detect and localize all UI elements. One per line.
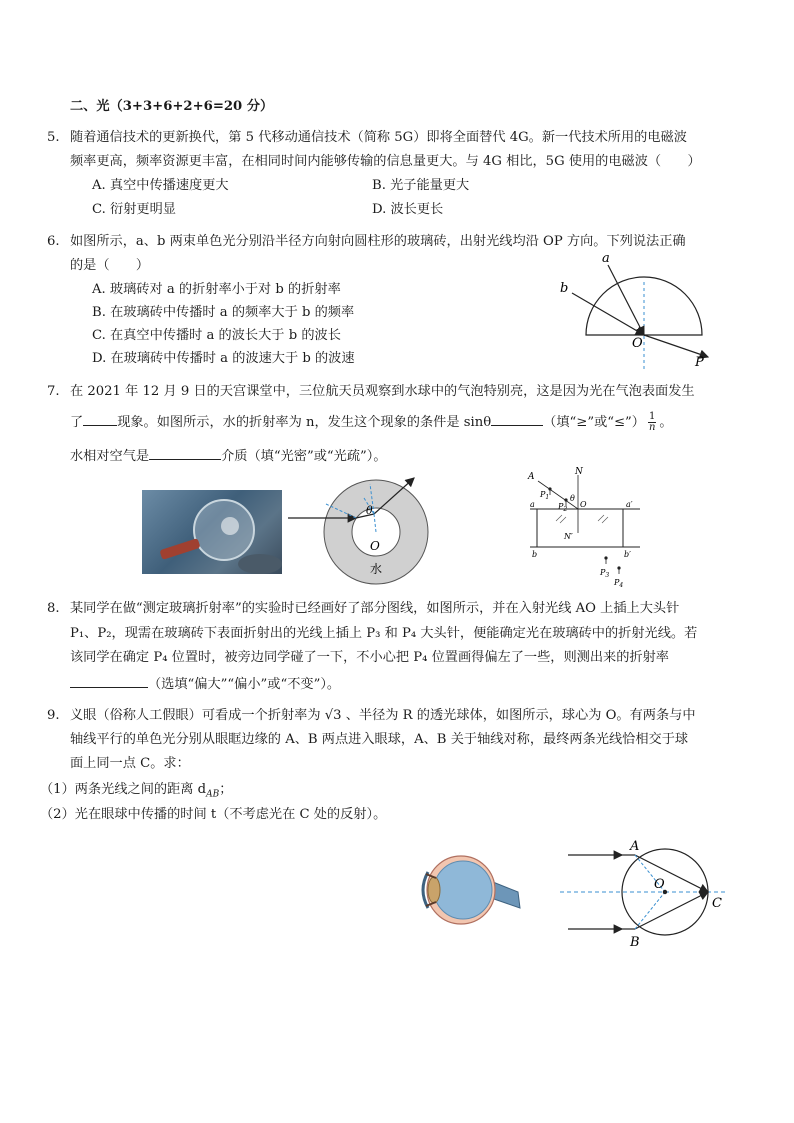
q7-blank-3[interactable] [149, 445, 221, 460]
q7-fraction-denominator: n [648, 422, 656, 433]
q9-stem-line3: 面上同一点 C。求： [70, 756, 190, 771]
q9-sub1-subscript: AB [206, 789, 220, 800]
q9-sub1-end: ； [219, 782, 233, 797]
q8-stem-line4 [70, 673, 340, 694]
q7-stem-line2 [70, 411, 673, 433]
q7-text-part5: 水相对空气是 [70, 449, 150, 464]
q8-blank[interactable] [70, 673, 148, 688]
eye-vitreous [434, 861, 492, 919]
q8-stem-line3: 该同学在确定 P₄ 位置时，被旁边同学碰了一下，不小心把 P₄ 位置画得偏左了一些，则测出来的折射率 [70, 650, 669, 665]
label-a: A [630, 839, 640, 854]
label-a-prime: a′ [626, 500, 633, 509]
label-b: B [630, 935, 640, 950]
q7-stem-line3 [70, 445, 387, 466]
label-p2-letter: P [558, 502, 564, 511]
q6-stem-line1: 如图所示，a、b 两束单色光分别沿半径方向射向圆柱形的玻璃砖，出射光线均沿 OP 方向。下列说法正确 [70, 234, 686, 249]
label-p: P [695, 355, 704, 370]
q8-stem-line2: P₁、P₂，现需在玻璃砖下表面折射出的光线上插上 P₃ 和 P₄ 大头针，便能确定光在玻璃砖中的折射光线。若 [70, 626, 698, 641]
q6-stem-line2: 的是（ ） [70, 258, 150, 273]
eye-illustration [406, 852, 536, 928]
label-p3-letter: P [600, 568, 606, 577]
q8-number: 8. [47, 601, 60, 616]
q8-glass-slab-figure [520, 465, 650, 590]
q7-number: 7. [47, 384, 60, 399]
label-p4-letter: P [614, 578, 620, 587]
q9-number: 9. [47, 708, 60, 723]
label-b: b [560, 281, 569, 296]
label-p4-sub: 4 [619, 582, 624, 589]
label-o: O [654, 877, 665, 892]
q6-option-a: A. 玻璃砖对 a 的折射率小于对 b 的折射率 [92, 282, 341, 297]
q7-text-part6: 介质（填“光密”或“光疏”）。 [221, 449, 387, 464]
astronaut-photo [142, 490, 282, 574]
label-p1-letter: P [540, 490, 546, 499]
label-n: N [575, 467, 583, 477]
q7-text-part3: （填“≥”或“≤”） [543, 415, 645, 430]
label-p3 [599, 568, 609, 579]
q6-option-b: B. 在玻璃砖中传播时 a 的频率大于 b 的频率 [92, 305, 355, 320]
q9-stem-line1: 义眼（俗称人工假眼）可看成一个折射率为 √3 、半径为 R 的透光球体，如图所示，球心为 O。有两条与中 [70, 708, 696, 723]
label-p3-sub: 3 [605, 572, 610, 579]
q8-text-tail: （选填“偏大”“偏小”或“不变”）。 [148, 677, 341, 692]
q7-blank-1[interactable] [83, 411, 117, 426]
q9-eye-geometry-figure [560, 838, 730, 950]
q5-number: 5. [47, 130, 60, 145]
label-water: 水 [370, 562, 383, 576]
hatch-3 [598, 515, 604, 521]
q5-option-b: B. 光子能量更大 [372, 178, 470, 193]
q5-option-a: A. 真空中传播速度更大 [92, 178, 229, 193]
section-title: 二、光（3+3+6+2+6=20 分） [70, 99, 274, 114]
q6-semicircle-figure [550, 246, 720, 370]
q9-sub-question-2: （2）光在眼球中传播的时间 t（不考虑光在 C 处的反射）。 [40, 807, 387, 822]
syringe [159, 538, 200, 560]
label-theta: θ [366, 504, 373, 517]
label-o: O [370, 539, 380, 553]
q9-sub1-text: （1）两条光线之间的距离 d [40, 782, 207, 797]
q6-number: 6. [47, 234, 60, 249]
q7-water-ball-figure [286, 470, 436, 586]
q7-text-part4: 。 [659, 415, 673, 430]
label-p1 [539, 490, 549, 501]
q8-stem-line1: 某同学在做“测定玻璃折射率”的实验时已经画好了部分图线，如图所示，并在入射光线 AO 上插上大头针 [70, 601, 680, 616]
hatch-1 [556, 515, 562, 521]
label-o: O [580, 500, 587, 509]
q7-blank-2[interactable] [491, 411, 543, 426]
bubble [221, 517, 239, 535]
refracted-ray-b [635, 892, 708, 929]
label-a-point: A [528, 472, 535, 482]
q9-stem-line2: 轴线平行的单色光分别从眼眶边缘的 A、B 两点进入眼球，A、B 关于轴线对称，最终两条光线恰相交于球 [70, 732, 689, 747]
label-n-prime: N′ [564, 532, 573, 541]
hatch-4 [602, 517, 608, 523]
label-p1-sub: 1 [545, 494, 550, 501]
q7-text-part2: 现象。如图所示，水的折射率为 n，发生这个现象的条件是 sinθ [117, 415, 492, 430]
q7-text-part1: 了 [70, 415, 84, 430]
radius-ob [635, 892, 665, 929]
label-a: a [530, 500, 535, 509]
label-theta: θ [570, 494, 575, 503]
water-ball-sketch [142, 490, 282, 574]
label-o: O [632, 336, 643, 351]
ray-op [644, 335, 708, 357]
label-b-prime: b′ [624, 550, 631, 559]
q5-stem-line1: 随着通信技术的更新换代，第 5 代移动通信技术（简称 5G）即将全面替代 4G。新一代技术所用的电磁波 [70, 130, 687, 145]
q7-fraction-numerator: 1 [649, 411, 656, 422]
label-c: C [712, 896, 722, 911]
label-b: b [532, 550, 538, 559]
refracted-ray-a [635, 855, 708, 892]
lens [428, 877, 440, 903]
q9-sub-question-1 [40, 781, 232, 804]
q7-fraction [648, 412, 656, 433]
hatch-2 [560, 517, 566, 523]
label-p4 [613, 578, 623, 589]
q6-option-d: D. 在玻璃砖中传播时 a 的波速大于 b 的波速 [92, 351, 355, 366]
q6-option-c: C. 在真空中传播时 a 的波长大于 b 的波长 [92, 328, 341, 343]
q5-stem-line2: 频率更高，频率资源更丰富，在相同时间内能够传输的信息量更大。与 4G 相比，5G 使用的电磁波（ ） [70, 154, 701, 169]
label-a: a [602, 251, 610, 266]
q7-stem-line1: 在 2021 年 12 月 9 日的天宫课堂中，三位航天员观察到水球中的气泡特别亮，这是因为光在气泡表面发生 [70, 384, 695, 399]
hand [238, 554, 282, 574]
q5-option-d: D. 波长更长 [372, 202, 444, 217]
q5-option-c: C. 衍射更明显 [92, 202, 176, 217]
label-p2-sub: 2 [563, 506, 568, 513]
